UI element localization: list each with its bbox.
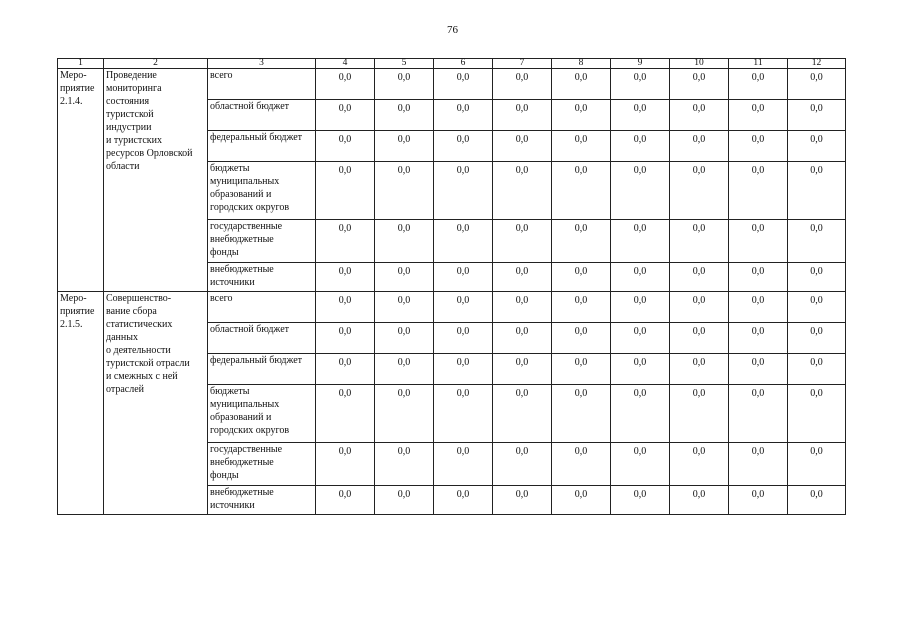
description-line: Совершенство-: [106, 293, 172, 304]
column-header: 2: [104, 59, 208, 69]
value-cell: 0,0: [375, 385, 434, 443]
activity-label-line: 2.1.5.: [60, 319, 83, 330]
value-cell: 0,0: [729, 100, 788, 131]
value-cell: 0,0: [552, 486, 611, 515]
budget-table: [57, 58, 846, 515]
value-cell: 0,0: [670, 69, 729, 100]
value-cell: 0,0: [611, 131, 670, 162]
value-cell: 0,0: [788, 69, 846, 100]
value-cell: 0,0: [375, 263, 434, 292]
column-header: 12: [788, 59, 846, 69]
activity-label-line: Меро-: [60, 293, 87, 304]
value-cell: 0,0: [493, 131, 552, 162]
value-cell: 0,0: [375, 131, 434, 162]
value-cell: 0,0: [316, 69, 375, 100]
value-cell: 0,0: [611, 220, 670, 263]
value-cell: 0,0: [788, 263, 846, 292]
value-cell: 0,0: [316, 100, 375, 131]
value-cell: 0,0: [670, 354, 729, 385]
value-cell: 0,0: [788, 323, 846, 354]
description-line: ресурсов Орловской: [106, 148, 193, 159]
value-cell: 0,0: [670, 100, 729, 131]
column-header: 4: [316, 59, 375, 69]
value-cell: 0,0: [316, 292, 375, 323]
description-line: и смежных с ней: [106, 371, 178, 382]
funding-source-line: всего: [210, 70, 233, 81]
value-cell: 0,0: [316, 443, 375, 486]
column-header: 7: [493, 59, 552, 69]
value-cell: 0,0: [552, 263, 611, 292]
column-header: 8: [552, 59, 611, 69]
funding-source-line: областной бюджет: [210, 324, 290, 335]
value-cell: 0,0: [611, 100, 670, 131]
value-cell: 0,0: [729, 220, 788, 263]
value-cell: 0,0: [552, 354, 611, 385]
funding-source-line: государственные: [210, 444, 283, 455]
description-line: данных: [106, 332, 138, 343]
value-cell: 0,0: [729, 162, 788, 220]
value-cell: 0,0: [788, 162, 846, 220]
value-cell: 0,0: [316, 220, 375, 263]
value-cell: 0,0: [375, 100, 434, 131]
column-header: 6: [434, 59, 493, 69]
funding-source-cell: [208, 220, 316, 263]
value-cell: 0,0: [729, 323, 788, 354]
funding-source-line: фонды: [210, 470, 239, 481]
funding-source-cell: [208, 354, 316, 385]
value-cell: 0,0: [434, 385, 493, 443]
value-cell: 0,0: [493, 69, 552, 100]
table-row: [58, 69, 846, 100]
value-cell: 0,0: [788, 100, 846, 131]
description-line: туристской отрасли: [106, 358, 190, 369]
funding-source-line: муниципальных: [210, 399, 280, 410]
funding-source-line: внебюджетные: [210, 487, 274, 498]
value-cell: 0,0: [670, 385, 729, 443]
funding-source-cell: [208, 486, 316, 515]
description-line: Проведение: [106, 70, 157, 81]
value-cell: 0,0: [434, 486, 493, 515]
value-cell: 0,0: [493, 354, 552, 385]
funding-source-cell: [208, 162, 316, 220]
funding-source-line: областной бюджет: [210, 101, 290, 112]
funding-source-cell: [208, 323, 316, 354]
value-cell: 0,0: [316, 323, 375, 354]
value-cell: 0,0: [788, 385, 846, 443]
value-cell: 0,0: [375, 486, 434, 515]
column-header: 5: [375, 59, 434, 69]
table-row: [58, 292, 846, 323]
value-cell: 0,0: [375, 443, 434, 486]
value-cell: 0,0: [493, 385, 552, 443]
activity-description-cell: [104, 69, 208, 292]
column-number-row: [58, 59, 846, 69]
value-cell: 0,0: [670, 263, 729, 292]
value-cell: 0,0: [552, 131, 611, 162]
value-cell: 0,0: [493, 486, 552, 515]
funding-source-line: муниципальных: [210, 176, 280, 187]
value-cell: 0,0: [375, 220, 434, 263]
value-cell: 0,0: [611, 354, 670, 385]
activity-cell: [58, 292, 104, 515]
value-cell: 0,0: [611, 162, 670, 220]
page-number: 76: [447, 24, 458, 36]
value-cell: 0,0: [493, 443, 552, 486]
funding-source-cell: [208, 263, 316, 292]
column-header: 10: [670, 59, 729, 69]
value-cell: 0,0: [729, 292, 788, 323]
value-cell: 0,0: [552, 220, 611, 263]
value-cell: 0,0: [375, 292, 434, 323]
activity-label-line: Меро-: [60, 70, 87, 81]
funding-source-line: федеральный бюджет: [210, 132, 303, 143]
value-cell: 0,0: [729, 131, 788, 162]
description-line: вание сбора: [106, 306, 157, 317]
value-cell: 0,0: [670, 323, 729, 354]
value-cell: 0,0: [552, 69, 611, 100]
funding-source-cell: [208, 131, 316, 162]
value-cell: 0,0: [493, 220, 552, 263]
value-cell: 0,0: [434, 69, 493, 100]
value-cell: 0,0: [788, 443, 846, 486]
value-cell: 0,0: [375, 162, 434, 220]
value-cell: 0,0: [788, 486, 846, 515]
value-cell: 0,0: [434, 292, 493, 323]
value-cell: 0,0: [670, 292, 729, 323]
value-cell: 0,0: [434, 100, 493, 131]
value-cell: 0,0: [729, 385, 788, 443]
value-cell: 0,0: [670, 220, 729, 263]
value-cell: 0,0: [611, 323, 670, 354]
funding-source-cell: [208, 69, 316, 100]
activity-description-cell: [104, 292, 208, 515]
value-cell: 0,0: [375, 354, 434, 385]
column-header: 1: [58, 59, 104, 69]
funding-source-line: источники: [210, 500, 255, 511]
description-line: состояния: [106, 96, 150, 107]
activity-label-line: приятие: [60, 83, 95, 94]
column-header: 3: [208, 59, 316, 69]
value-cell: 0,0: [316, 354, 375, 385]
value-cell: 0,0: [552, 162, 611, 220]
value-cell: 0,0: [670, 443, 729, 486]
value-cell: 0,0: [552, 292, 611, 323]
value-cell: 0,0: [729, 263, 788, 292]
value-cell: 0,0: [316, 263, 375, 292]
value-cell: 0,0: [493, 292, 552, 323]
value-cell: 0,0: [434, 162, 493, 220]
funding-source-line: фонды: [210, 247, 239, 258]
value-cell: 0,0: [729, 443, 788, 486]
funding-source-line: внебюджетные: [210, 264, 274, 275]
value-cell: 0,0: [611, 385, 670, 443]
value-cell: 0,0: [434, 263, 493, 292]
funding-source-line: всего: [210, 293, 233, 304]
funding-source-line: источники: [210, 277, 255, 288]
value-cell: 0,0: [788, 131, 846, 162]
description-line: отраслей: [106, 384, 145, 395]
value-cell: 0,0: [316, 486, 375, 515]
value-cell: 0,0: [552, 443, 611, 486]
value-cell: 0,0: [316, 385, 375, 443]
value-cell: 0,0: [552, 100, 611, 131]
funding-source-line: городских округов: [210, 425, 290, 436]
value-cell: 0,0: [788, 292, 846, 323]
value-cell: 0,0: [493, 323, 552, 354]
funding-source-line: бюджеты: [210, 163, 250, 174]
value-cell: 0,0: [611, 486, 670, 515]
activity-label-line: 2.1.4.: [60, 96, 83, 107]
value-cell: 0,0: [552, 323, 611, 354]
value-cell: 0,0: [729, 486, 788, 515]
value-cell: 0,0: [611, 263, 670, 292]
value-cell: 0,0: [729, 69, 788, 100]
value-cell: 0,0: [434, 323, 493, 354]
value-cell: 0,0: [611, 69, 670, 100]
value-cell: 0,0: [670, 131, 729, 162]
value-cell: 0,0: [611, 292, 670, 323]
funding-source-line: внебюджетные: [210, 234, 274, 245]
description-line: и туристских: [106, 135, 163, 146]
description-line: мониторинга: [106, 83, 162, 94]
funding-source-line: федеральный бюджет: [210, 355, 303, 366]
value-cell: 0,0: [434, 131, 493, 162]
funding-source-cell: [208, 292, 316, 323]
description-line: индустрии: [106, 122, 152, 133]
funding-source-line: городских округов: [210, 202, 290, 213]
value-cell: 0,0: [729, 354, 788, 385]
funding-source-line: бюджеты: [210, 386, 250, 397]
value-cell: 0,0: [316, 162, 375, 220]
value-cell: 0,0: [670, 162, 729, 220]
value-cell: 0,0: [375, 69, 434, 100]
value-cell: 0,0: [493, 100, 552, 131]
funding-source-cell: [208, 443, 316, 486]
description-line: о деятельности: [106, 345, 171, 356]
funding-source-line: образований и: [210, 189, 272, 200]
activity-cell: [58, 69, 104, 292]
funding-source-line: внебюджетные: [210, 457, 274, 468]
funding-source-cell: [208, 385, 316, 443]
activity-label-line: приятие: [60, 306, 95, 317]
column-header: 9: [611, 59, 670, 69]
value-cell: 0,0: [670, 486, 729, 515]
funding-source-cell: [208, 100, 316, 131]
value-cell: 0,0: [493, 162, 552, 220]
description-line: туристской: [106, 109, 154, 120]
value-cell: 0,0: [611, 443, 670, 486]
value-cell: 0,0: [434, 443, 493, 486]
description-line: статистических: [106, 319, 173, 330]
value-cell: 0,0: [552, 385, 611, 443]
value-cell: 0,0: [434, 220, 493, 263]
value-cell: 0,0: [788, 354, 846, 385]
description-line: области: [106, 161, 140, 172]
value-cell: 0,0: [316, 131, 375, 162]
column-header: 11: [729, 59, 788, 69]
table-body: [58, 69, 846, 515]
value-cell: 0,0: [434, 354, 493, 385]
funding-source-line: государственные: [210, 221, 283, 232]
value-cell: 0,0: [788, 220, 846, 263]
value-cell: 0,0: [493, 263, 552, 292]
funding-source-line: образований и: [210, 412, 272, 423]
value-cell: 0,0: [375, 323, 434, 354]
